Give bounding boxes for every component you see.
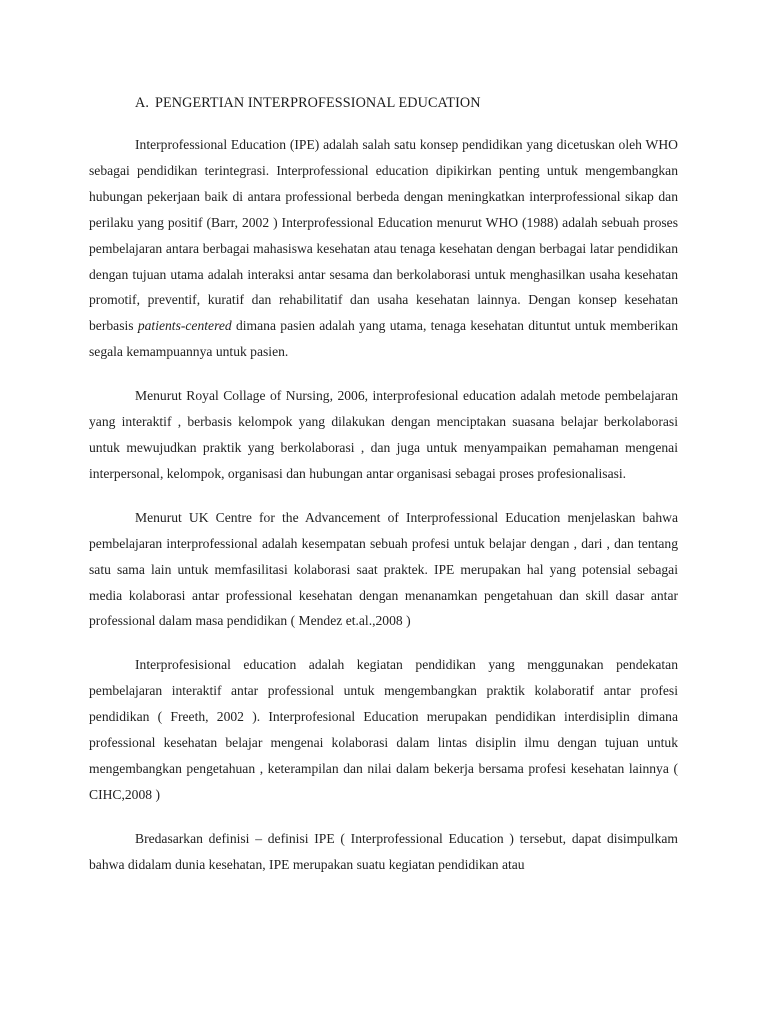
section-heading xyxy=(135,92,678,114)
paragraph-royal-college xyxy=(89,383,678,487)
section-number: A. xyxy=(135,95,149,111)
paragraph-text: Menurut Royal Collage of Nursing, 2006, interprofesional education adalah metode pembelajaran yang interaktif , berbasis kelompok yang dilakukan dengan menciptakan suasana belajar berkolaborasi untuk mewujudkan praktik yang berkolaborasi , dan juga untuk menyampaikan pemahaman mengenai interpersonal, kelompok, organisasi dan hubungan antar organisasi sebagai proses profesionalisasi. xyxy=(89,388,678,481)
document-body xyxy=(89,92,678,878)
paragraph-text: Interprofessional Education (IPE) adalah salah satu konsep pendidikan yang dicetuskan oleh WHO sebagai pendidikan terintegrasi. Interprofessional education dipikirkan penting untuk mengembangkan hubungan pekerjaan baik di antara professional berbeda dengan meningkatkan interprofessional sikap dan perilaku yang positif (Barr, 2002 ) Interprofessional Education menurut WHO (1988) adalah sebuah proses pembelajaran antara berbagai mahasiswa kesehatan atau tenaga kesehatan dengan berbagai latar pendidikan dengan tujuan utama adalah interaksi antar sesama dan berkolaborasi untuk menghasilkan usaha kesehatan promotif, preventif, kuratif dan rehabilitatif dan usaha kesehatan lainnya. Dengan konsep kesehatan berbasis xyxy=(89,137,678,334)
paragraph-italic-term: patients-centered xyxy=(137,318,232,334)
paragraph-ipe-definition xyxy=(89,132,678,365)
paragraph-text: dimana pasien adalah yang utama, tenaga kesehatan dituntut untuk memberikan segala kemampuannya untuk pasien. xyxy=(89,318,678,360)
paragraph-text: Bredasarkan definisi – definisi IPE ( Interprofessional Education ) tersebut, dapat disimpulkam bahwa didalam dunia kesehatan, IPE merupakan suatu kegiatan pendidikan atau xyxy=(89,830,678,872)
section-title: PENGERTIAN INTERPROFESSIONAL EDUCATION xyxy=(155,95,481,111)
paragraph-text: Menurut UK Centre for the Advancement of Interprofessional Education menjelaskan bahwa pembelajaran interprofessional adalah kesempatan sebuah profesi untuk belajar dengan , dari , dan tentang satu sama lain untuk memfasilitasi kolaborasi saat praktek. IPE merupakan hal yang potensial sebagai media kolaborasi antar professional kesehatan dengan menanamkan pengetahuan dan skill dasar antar professional dalam masa pendidikan ( Mendez et.al.,2008 ) xyxy=(89,509,678,629)
paragraph-uk-centre xyxy=(89,505,678,635)
paragraph-conclusion xyxy=(89,826,678,878)
paragraph-text: Interprofesisional education adalah kegiatan pendidikan yang menggunakan pendekatan pembelajaran interaktif antar professional untuk mengembangkan praktik kolaboratif antar profesi pendidikan ( Freeth, 2002 ). Interprofesional Education merupakan pendidikan interdisiplin dimana professional kesehatan belajar mengenai kolaborasi dalam lintas disiplin ilmu dengan tujuan untuk mengembangkan pengetahuan , keterampilan dan nilai dalam bekerja bersama profesi kesehatan lainnya ( CIHC,2008 ) xyxy=(89,657,678,802)
paragraph-interprofessional-education xyxy=(89,652,678,807)
